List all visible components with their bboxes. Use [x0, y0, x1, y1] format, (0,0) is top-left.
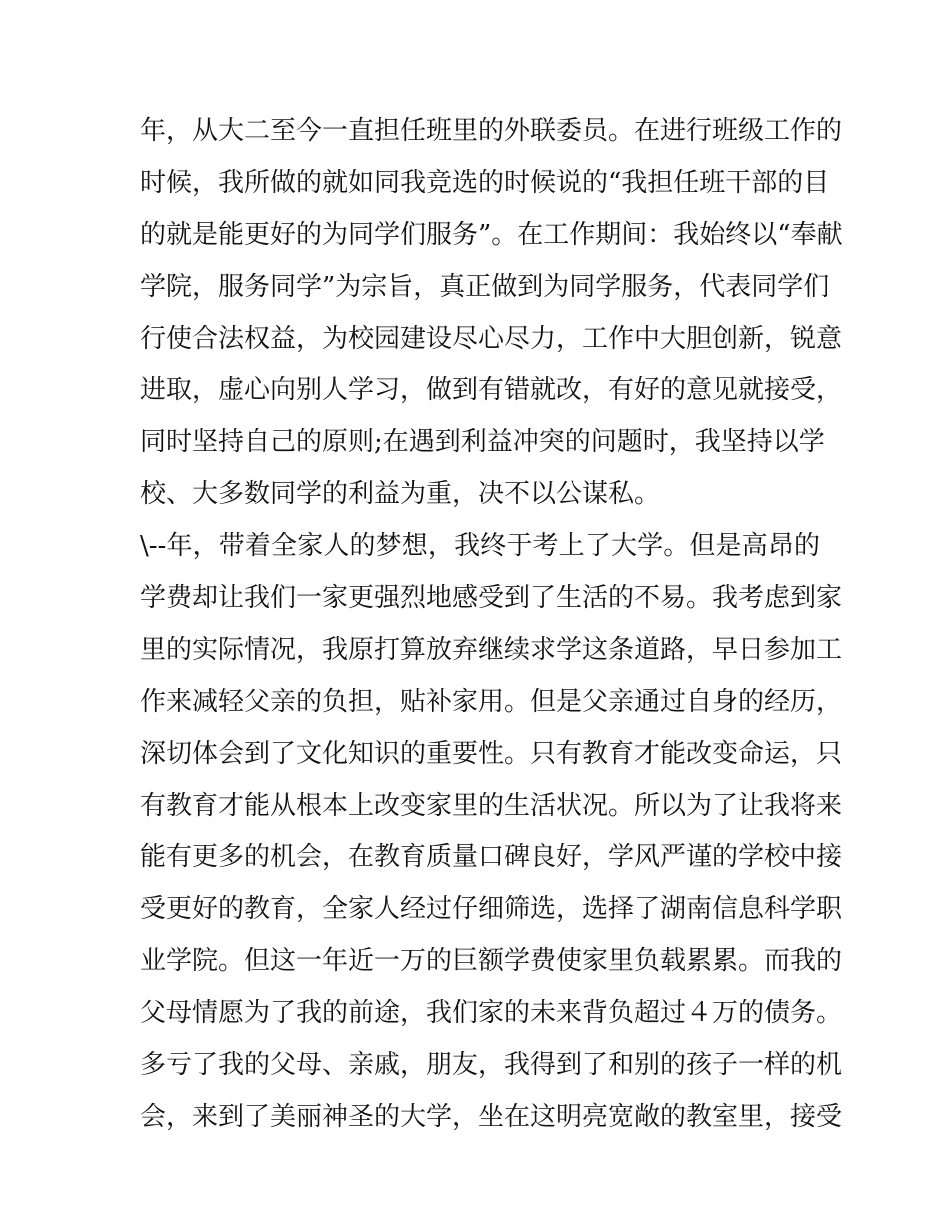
- text-line: 作来减轻父亲的负担，贴补家用。但是父亲通过自身的经历，: [140, 686, 843, 717]
- text-line: 行使合法权益，为校园建设尽心尽力，工作中大胆创新，锐意: [140, 323, 843, 354]
- text-line: \--年，带着全家人的梦想，我终于考上了大学。但是高昂的: [140, 531, 820, 562]
- text-line: 深切体会到了文化知识的重要性。只有教育才能改变命运，只: [140, 738, 843, 769]
- text-line: 时候，我所做的就如同我竞选的时候说的“我担任班干部的目: [140, 167, 830, 198]
- text-line: 的就是能更好的为同学们服务”。在工作期间：我始终以“奉献: [140, 219, 843, 250]
- text-line: 进取，虚心向别人学习，做到有错就改，有好的意见就接受，: [140, 375, 843, 406]
- text-line: 学费却让我们一家更强烈地感受到了生活的不易。我考虑到家: [140, 583, 843, 614]
- text-line: 有教育才能从根本上改变家里的生活状况。所以为了让我将来: [140, 790, 843, 821]
- text-line: 校、大多数同学的利益为重，决不以公谋私。: [140, 479, 661, 510]
- text-line: 能有更多的机会，在教育质量口碑良好，学风严谨的学校中接: [140, 842, 843, 873]
- text-line: 父母情愿为了我的前途，我们家的未来背负超过４万的债务。: [140, 998, 843, 1029]
- text-line: 会，来到了美丽神圣的大学，坐在这明亮宽敞的教室里，接受: [140, 1101, 843, 1132]
- body-text: [140, 108, 843, 1146]
- text-line: 学院，服务同学”为宗旨，真正做到为同学服务，代表同学们: [140, 271, 830, 302]
- text-line: 业学院。但这一年近一万的巨额学费使家里负载累累。而我的: [140, 946, 843, 977]
- text-line: 多亏了我的父母、亲戚，朋友，我得到了和别的孩子一样的机: [140, 1050, 843, 1081]
- text-line: 受更好的教育，全家人经过仔细筛选，选择了湖南信息科学职: [140, 894, 843, 925]
- text-line: 年，从大二至今一直担任班里的外联委员。在进行班级工作的: [140, 116, 843, 146]
- text-line: 同时坚持自己的原则;在遇到利益冲突的问题时，我坚持以学: [140, 427, 825, 458]
- text-line: 里的实际情况，我原打算放弃继续求学这条道路，早日参加工: [140, 634, 843, 665]
